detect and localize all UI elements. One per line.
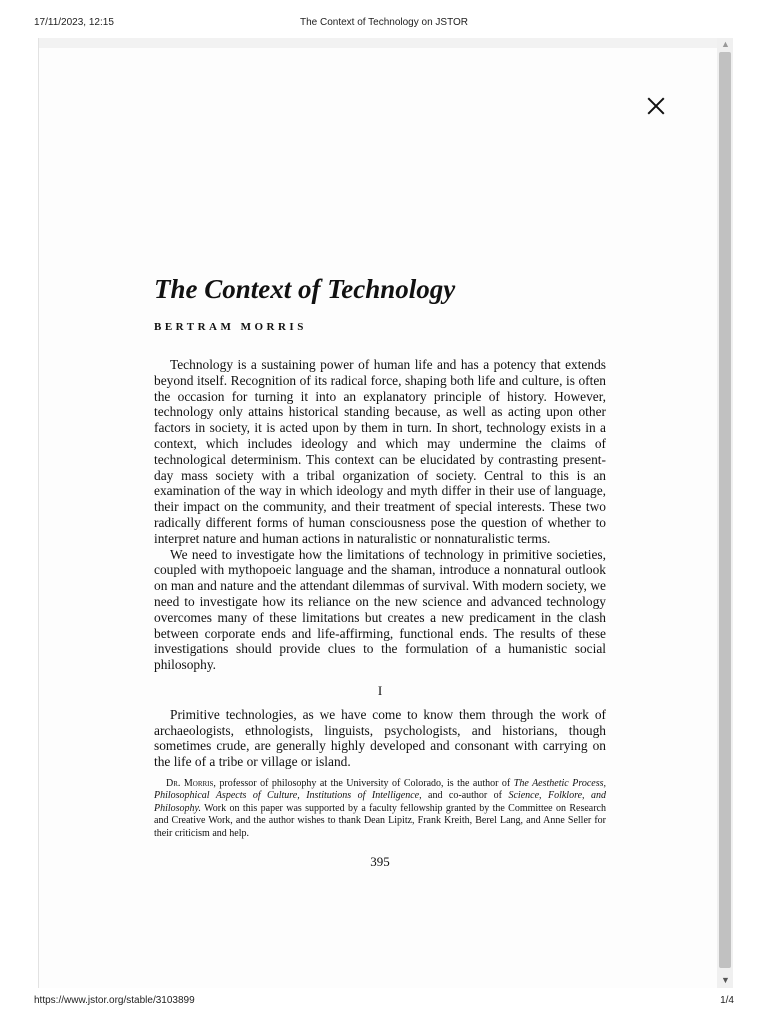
article — [154, 273, 606, 870]
article-author: BERTRAM MORRIS — [154, 321, 307, 333]
print-header — [0, 0, 768, 30]
scrollbar-thumb[interactable] — [719, 52, 731, 968]
article-title: The Context of Technology — [154, 274, 456, 304]
print-timestamp: 17/11/2023, 12:15 — [34, 17, 114, 28]
page-number: 395 — [370, 853, 390, 869]
footnote-text: Work on this paper was supported by a faculty fellowship granted by the Committee on Research and Creative Work, and the author wishes to thank Dean Lipitz, Frank Kreith, Berel Lang, and Anne Seller for their criticism and help. — [154, 802, 606, 839]
footnote-text: and co-author of — [421, 790, 509, 802]
print-page-title: The Context of Technology on JSTOR — [299, 17, 469, 28]
print-url: https://www.jstor.org/stable/3103899 — [34, 995, 195, 1006]
footnote-books: The Aesthetic Process, Philosophical Aspects of Culture, Institutions of Intelligence, — [154, 777, 607, 802]
paragraph: Primitive technologies, as we have come to know them through the work of archaeologists, ethnologists, linguists, psychologists, and historians, though sometimes crude, are generally highly developed and consonant with carrying on the life of a tribe or village or island. — [154, 706, 606, 770]
print-footer — [0, 992, 768, 1012]
chevron-down-icon[interactable]: ▼ — [721, 975, 730, 985]
footnote-books: Science, Folklore, and Philosophy. — [154, 790, 606, 814]
close-icon[interactable] — [645, 95, 667, 117]
chevron-up-icon[interactable]: ▲ — [721, 39, 730, 49]
author-footnote — [154, 778, 606, 840]
section-heading: I — [377, 682, 383, 698]
paragraph: We need to investigate how the limitations of technology in primitive societies, coupled with mythopoeic language and the shaman, introduce a nonnatural outlook on man and nature and the attendant dilemmas of survival. With modern society, we need to investigate how its reliance on the new science and advanced technology overcomes many of these limitations but creates a new predicament in the clash between corporate ends and life-affirming, functional ends. The results of these investigations should provide clues to the formulation of a humanistic social philosophy. — [154, 546, 606, 673]
vertical-scrollbar[interactable] — [717, 38, 733, 988]
footnote-author-name: Dr. Morris — [166, 777, 214, 789]
article-body — [154, 357, 606, 770]
document-page — [39, 48, 717, 988]
paragraph: Technology is a sustaining power of human life and has a potency that extends beyond itself. Recognition of its radical force, shaping both life and culture, is often the occasion for turning it into an explanatory principle of history. However, technology only attains historical standing because, as well as acting upon other factors in society, it is acted upon by them in turn. In short, technology exists in a context, which includes ideology and which may undermine the claims of technological determinism. This context can be elucidated by contrasting present-day mass society with a tribal organization of society. Central to this is an examination of the way in which ideology and myth differ in their use of language, their impact on the community, and their treatment of special interests. These two radically different forms of human consciousness pose the question of whether to interpret nature and human actions in naturalistic or nonnaturalistic terms. — [154, 357, 606, 546]
footnote-text: , professor of philosophy at the University of Colorado, is the author of — [213, 777, 514, 789]
pdf-viewer — [38, 38, 733, 988]
print-page-count: 1/4 — [720, 995, 734, 1006]
